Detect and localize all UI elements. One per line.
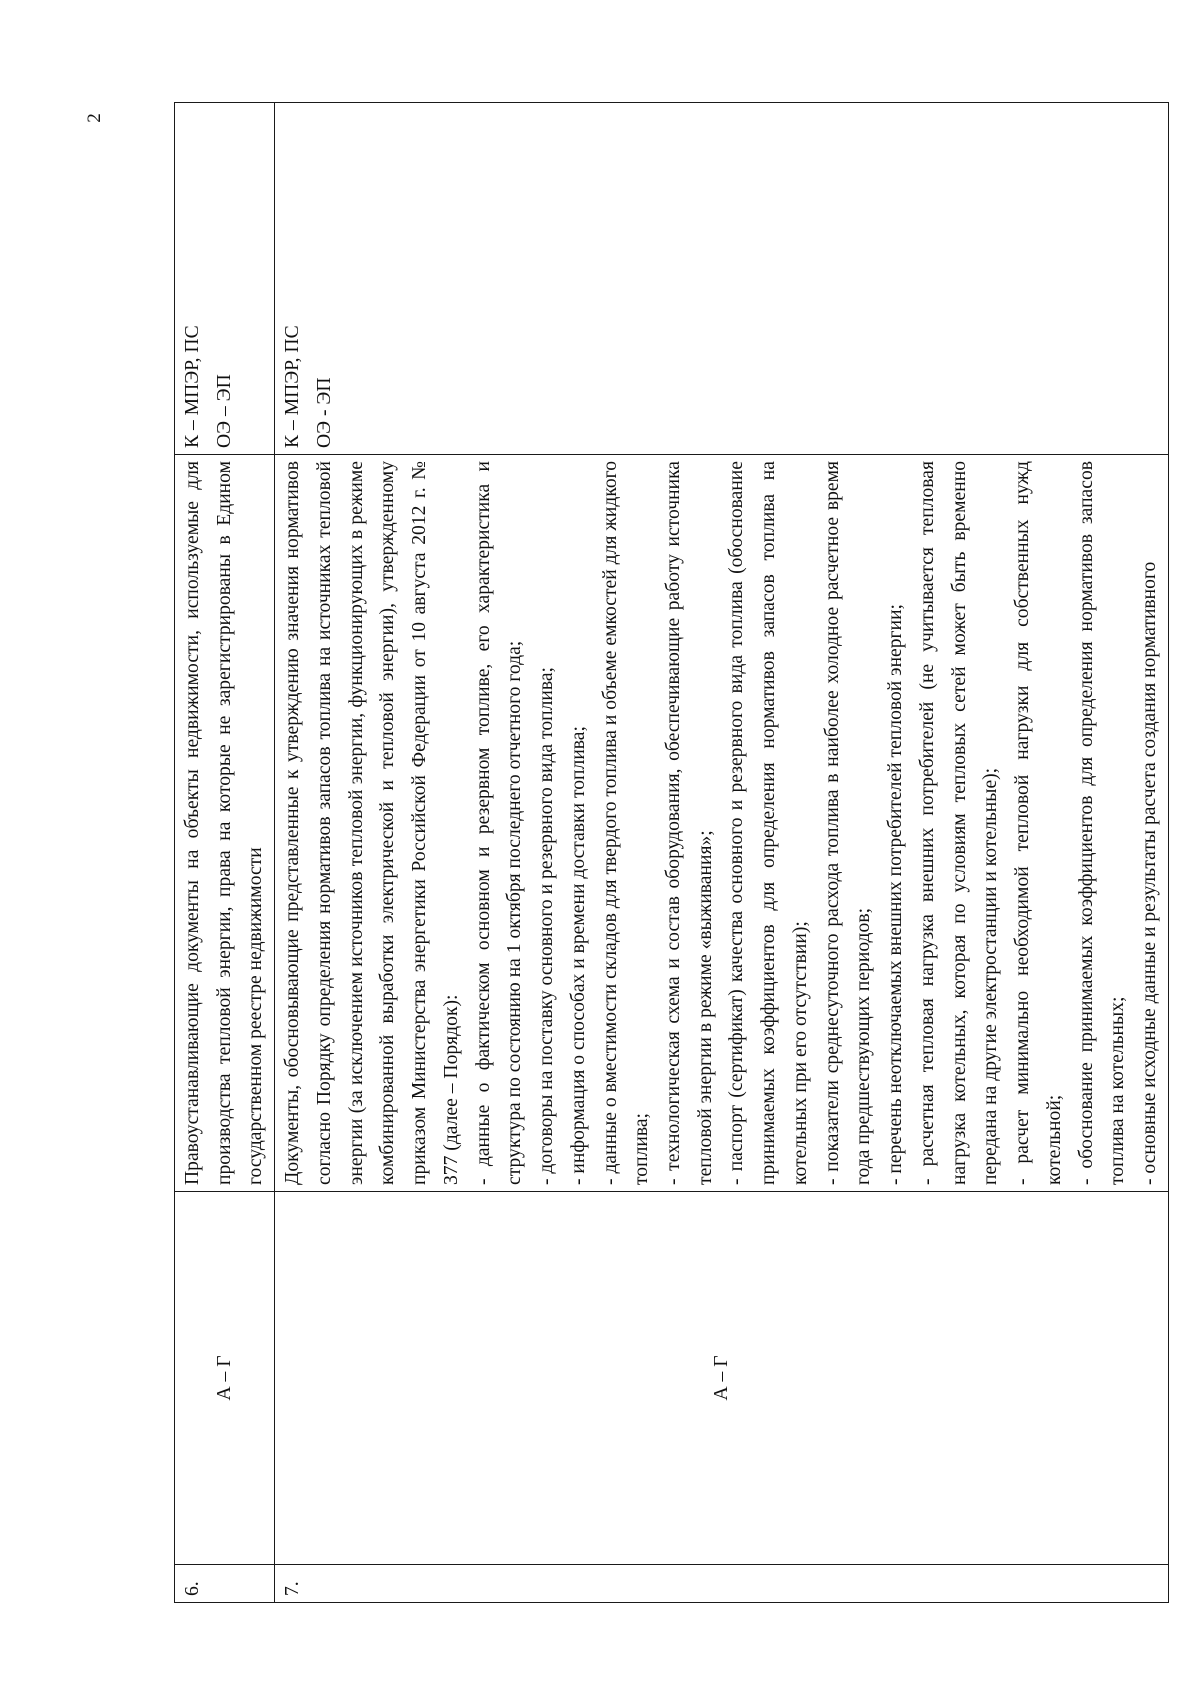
category-cell: А – Г: [175, 1192, 275, 1565]
documents-cell: [175, 455, 275, 1192]
document-list-item: - технологическая схема и состав оборудования, обеспечивающие работу источника тепловой энергии в режиме «выживания»;: [663, 461, 716, 1185]
documents-cell: [275, 455, 1169, 1192]
rotated-page-content: [174, 103, 1161, 1603]
document-list-item: - данные о вместимости складов для твердого топлива и объеме емкостей для жидкого топлива;: [599, 461, 653, 1185]
document-list-item: - информация о способах и времени доставки топлива;: [567, 726, 589, 1185]
document-list-item: - перечень неотключаемых внешних потребителей тепловой энергии;: [885, 603, 907, 1185]
document-paragraph: Документы, обосновывающие представленные к утверждению значения нормативов согласно Порядку определения нормативов запасов топлива на источниках тепловой энергии (за исключением источников тепловой энергии, функционирующих в режиме комбинированной выработки электрической и тепловой энергии), утвержденному приказом Министерства энергетики Российской Федерации от 10 августа 2012 г. № 377 (далее – Порядок):: [282, 461, 462, 1185]
category-cell: А – Г: [275, 1192, 1169, 1565]
document-list-item: - расчетная тепловая нагрузка внешних потребителей (не учитывается тепловая нагрузка котельных, которая по условиям тепловых сетей может быть временно передана на другие электростанции и котельные);: [916, 461, 1002, 1185]
responsible-line: ОЭ – ЭП: [213, 374, 235, 448]
document-list-item: - показатели среднесуточного расхода топлива в наиболее холодное расчетное время года предшествующих периодов;: [821, 461, 875, 1185]
responsible-line: К – МПЭР, ПС: [182, 325, 203, 448]
document-list-item: - обоснование принимаемых коэффициентов для определения нормативов запасов топлива на котельных;: [1075, 461, 1129, 1185]
document-list-item: - паспорт (сертификат) качества основного и резервного вида топлива (обоснование принимаемых коэффициентов для определения нормативов запасов топлива на котельных при его отсутствии);: [726, 461, 811, 1185]
requirements-table: [174, 102, 1169, 1603]
document-list-item: - договоры на поставку основного и резервного вида топлива;: [536, 667, 558, 1185]
document-paragraph: Правоустанавливающие документы на объекты недвижимости, используемые для производства тепловой энергии, права на которые не зарегистрированы в Едином государственном реестре недвижимости: [182, 461, 267, 1185]
row-number: 6.: [175, 1565, 275, 1603]
document-list-item: - расчет минимально необходимой тепловой нагрузки для собственных нужд котельной;: [1012, 461, 1065, 1185]
document-list-item: - данные о фактическом основном и резервном топливе, его характеристика и структура по состоянию на 1 октября последнего отчетного года;: [472, 461, 526, 1185]
page-number: 2: [84, 113, 105, 123]
table-row: [175, 103, 275, 1603]
responsible-cell: [175, 103, 275, 455]
responsible-line: ОЭ - ЭП: [313, 377, 335, 448]
responsible-cell: [275, 103, 1169, 455]
responsible-line: К – МПЭР, ПС: [282, 325, 304, 448]
row-number: 7.: [275, 1565, 1169, 1603]
table-row: [275, 103, 1169, 1603]
document-list-item: - основные исходные данные и результаты расчета создания нормативного: [1139, 561, 1161, 1185]
